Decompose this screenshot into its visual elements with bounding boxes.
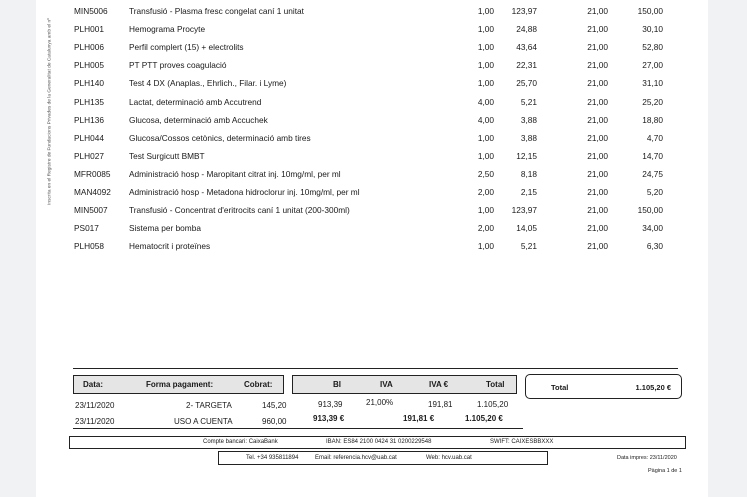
item-total: 5,20 (646, 187, 663, 197)
item-total: 4,70 (646, 132, 663, 143)
item-vat-rate: 21,00 (587, 223, 608, 234)
item-quantity: 1,00 (477, 150, 494, 161)
item-quantity: 2,00 (477, 223, 494, 234)
item-vat-rate: 21,00 (587, 78, 608, 89)
item-description: Lactat, determinació amb Accutrend (129, 96, 262, 107)
item-unit-price: 5,21 (520, 241, 537, 252)
item-quantity: 1,00 (477, 60, 494, 71)
item-code: PLH001 (74, 24, 104, 35)
line-item-row (0, 220, 747, 238)
item-vat-rate: 21,00 (587, 187, 608, 197)
line-item-row (0, 39, 747, 57)
item-vat-rate: 21,00 (587, 241, 608, 252)
item-unit-price: 8,18 (520, 168, 537, 179)
item-total: 25,20 (642, 96, 663, 107)
item-description: Glucosa/Cossos cetònics, determinació amb tires (129, 132, 311, 143)
item-unit-price: 22,31 (516, 60, 537, 71)
item-quantity: 1,00 (477, 241, 494, 252)
print-date: Data impres: 23/11/2020 (617, 455, 677, 461)
item-quantity: 1,00 (477, 132, 494, 143)
item-code: PLH135 (74, 96, 104, 107)
item-code: PLH140 (74, 78, 104, 89)
item-total: 27,00 (642, 60, 663, 71)
item-description: Test 4 DX (Anaplas., Ehrlich., Filar. i Lyme) (129, 78, 287, 89)
item-total: 52,80 (642, 42, 663, 53)
item-unit-price: 24,88 (516, 24, 537, 35)
line-item-row (0, 166, 747, 184)
item-quantity: 4,00 (477, 114, 494, 125)
item-code: MFR0085 (74, 168, 111, 179)
payment-underline (73, 428, 523, 429)
summary-separator (73, 368, 678, 369)
item-description: Hemograma Procyte (129, 24, 206, 35)
item-vat-rate: 21,00 (587, 96, 608, 107)
item-quantity: 2,00 (477, 187, 494, 197)
line-item-row (0, 184, 747, 202)
item-unit-price: 3,88 (520, 132, 537, 143)
item-description: Glucosa, determinació amb Accuchek (129, 114, 268, 125)
item-total: 150,00 (637, 205, 663, 216)
item-description: Test Surgicutt BMBT (129, 150, 205, 161)
item-code: PLH058 (74, 241, 104, 252)
line-item-row (0, 202, 747, 220)
item-total: 6,30 (646, 241, 663, 252)
item-vat-rate: 21,00 (587, 6, 608, 16)
item-description: Administració hosp - Metadona hidroclorur inj. 10mg/ml, per ml (129, 187, 360, 197)
line-item-row (0, 21, 747, 39)
item-unit-price: 25,70 (516, 78, 537, 89)
item-total: 150,00 (637, 6, 663, 16)
line-item-row (0, 3, 747, 21)
registry-side-note: Inscrita en el Registre de Fundacions Privades de la Generalitat de Catalunya amb el nº (47, 18, 53, 205)
item-vat-rate: 21,00 (587, 60, 608, 71)
item-description: Transfusió - Plasma fresc congelat caní 1 unitat (129, 6, 304, 16)
item-description: Hematocrit i proteïnes (129, 241, 211, 252)
item-vat-rate: 21,00 (587, 24, 608, 35)
item-quantity: 1,00 (477, 78, 494, 89)
item-description: PT PTT proves coagulació (129, 60, 227, 71)
line-item-row (0, 57, 747, 75)
item-vat-rate: 21,00 (587, 168, 608, 179)
page-number: Pàgina 1 de 1 (648, 468, 682, 474)
contact-details: Tel. +34 935811894 Email: referencia.hcv@uab.cat Web: hcv.uab.cat (218, 451, 548, 465)
line-item-row (0, 148, 747, 166)
item-total: 34,00 (642, 223, 663, 234)
item-total: 14,70 (642, 150, 663, 161)
item-quantity: 1,00 (477, 6, 494, 16)
item-code: PLH044 (74, 132, 104, 143)
item-quantity: 1,00 (477, 24, 494, 35)
item-code: PLH006 (74, 42, 104, 53)
item-quantity: 2,50 (477, 168, 494, 179)
payment-header: Data: Forma pagament: Cobrat: (73, 375, 284, 394)
item-total: 30,10 (642, 24, 663, 35)
item-description: Transfusió - Concentrat d'eritrocits caní 1 unitat (200-300ml) (129, 205, 350, 216)
item-quantity: 4,00 (477, 96, 494, 107)
item-quantity: 1,00 (477, 42, 494, 53)
grand-total-box: Total 1.105,20 € (525, 374, 682, 399)
item-vat-rate: 21,00 (587, 132, 608, 143)
item-code: PLH136 (74, 114, 104, 125)
item-total: 24,75 (642, 168, 663, 179)
item-code: MIN5006 (74, 6, 108, 16)
line-item-row (0, 112, 747, 130)
item-vat-rate: 21,00 (587, 205, 608, 216)
item-unit-price: 14,05 (516, 223, 537, 234)
item-unit-price: 5,21 (520, 96, 537, 107)
line-item-row (0, 238, 747, 256)
tax-header: BI IVA IVA € Total (292, 375, 517, 394)
item-unit-price: 123,97 (511, 6, 537, 16)
item-unit-price: 3,88 (520, 114, 537, 125)
item-unit-price: 12,15 (516, 150, 537, 161)
bank-details: Compte bancari: CaixaBank IBAN: ES84 2100 0424 31 0200229548 SWIFT: CAIXESBBXXX (69, 436, 686, 449)
item-code: PLH005 (74, 60, 104, 71)
item-vat-rate: 21,00 (587, 150, 608, 161)
item-total: 31,10 (642, 78, 663, 89)
line-item-row (0, 94, 747, 112)
item-description: Sistema per bomba (129, 223, 201, 234)
item-quantity: 1,00 (477, 205, 494, 216)
item-description: Perfil complert (15) + electrolits (129, 42, 244, 53)
item-unit-price: 123,97 (511, 205, 537, 216)
item-code: PLH027 (74, 150, 104, 161)
item-unit-price: 43,64 (516, 42, 537, 53)
item-code: MIN5007 (74, 205, 108, 216)
line-item-row (0, 75, 747, 93)
item-unit-price: 2,15 (520, 187, 537, 197)
item-description: Administració hosp - Maropitant citrat inj. 10mg/ml, per ml (129, 168, 341, 179)
item-code: PS017 (74, 223, 99, 234)
line-item-row (0, 130, 747, 148)
item-code: MAN4092 (74, 187, 111, 197)
item-total: 18,80 (642, 114, 663, 125)
item-vat-rate: 21,00 (587, 114, 608, 125)
item-vat-rate: 21,00 (587, 42, 608, 53)
